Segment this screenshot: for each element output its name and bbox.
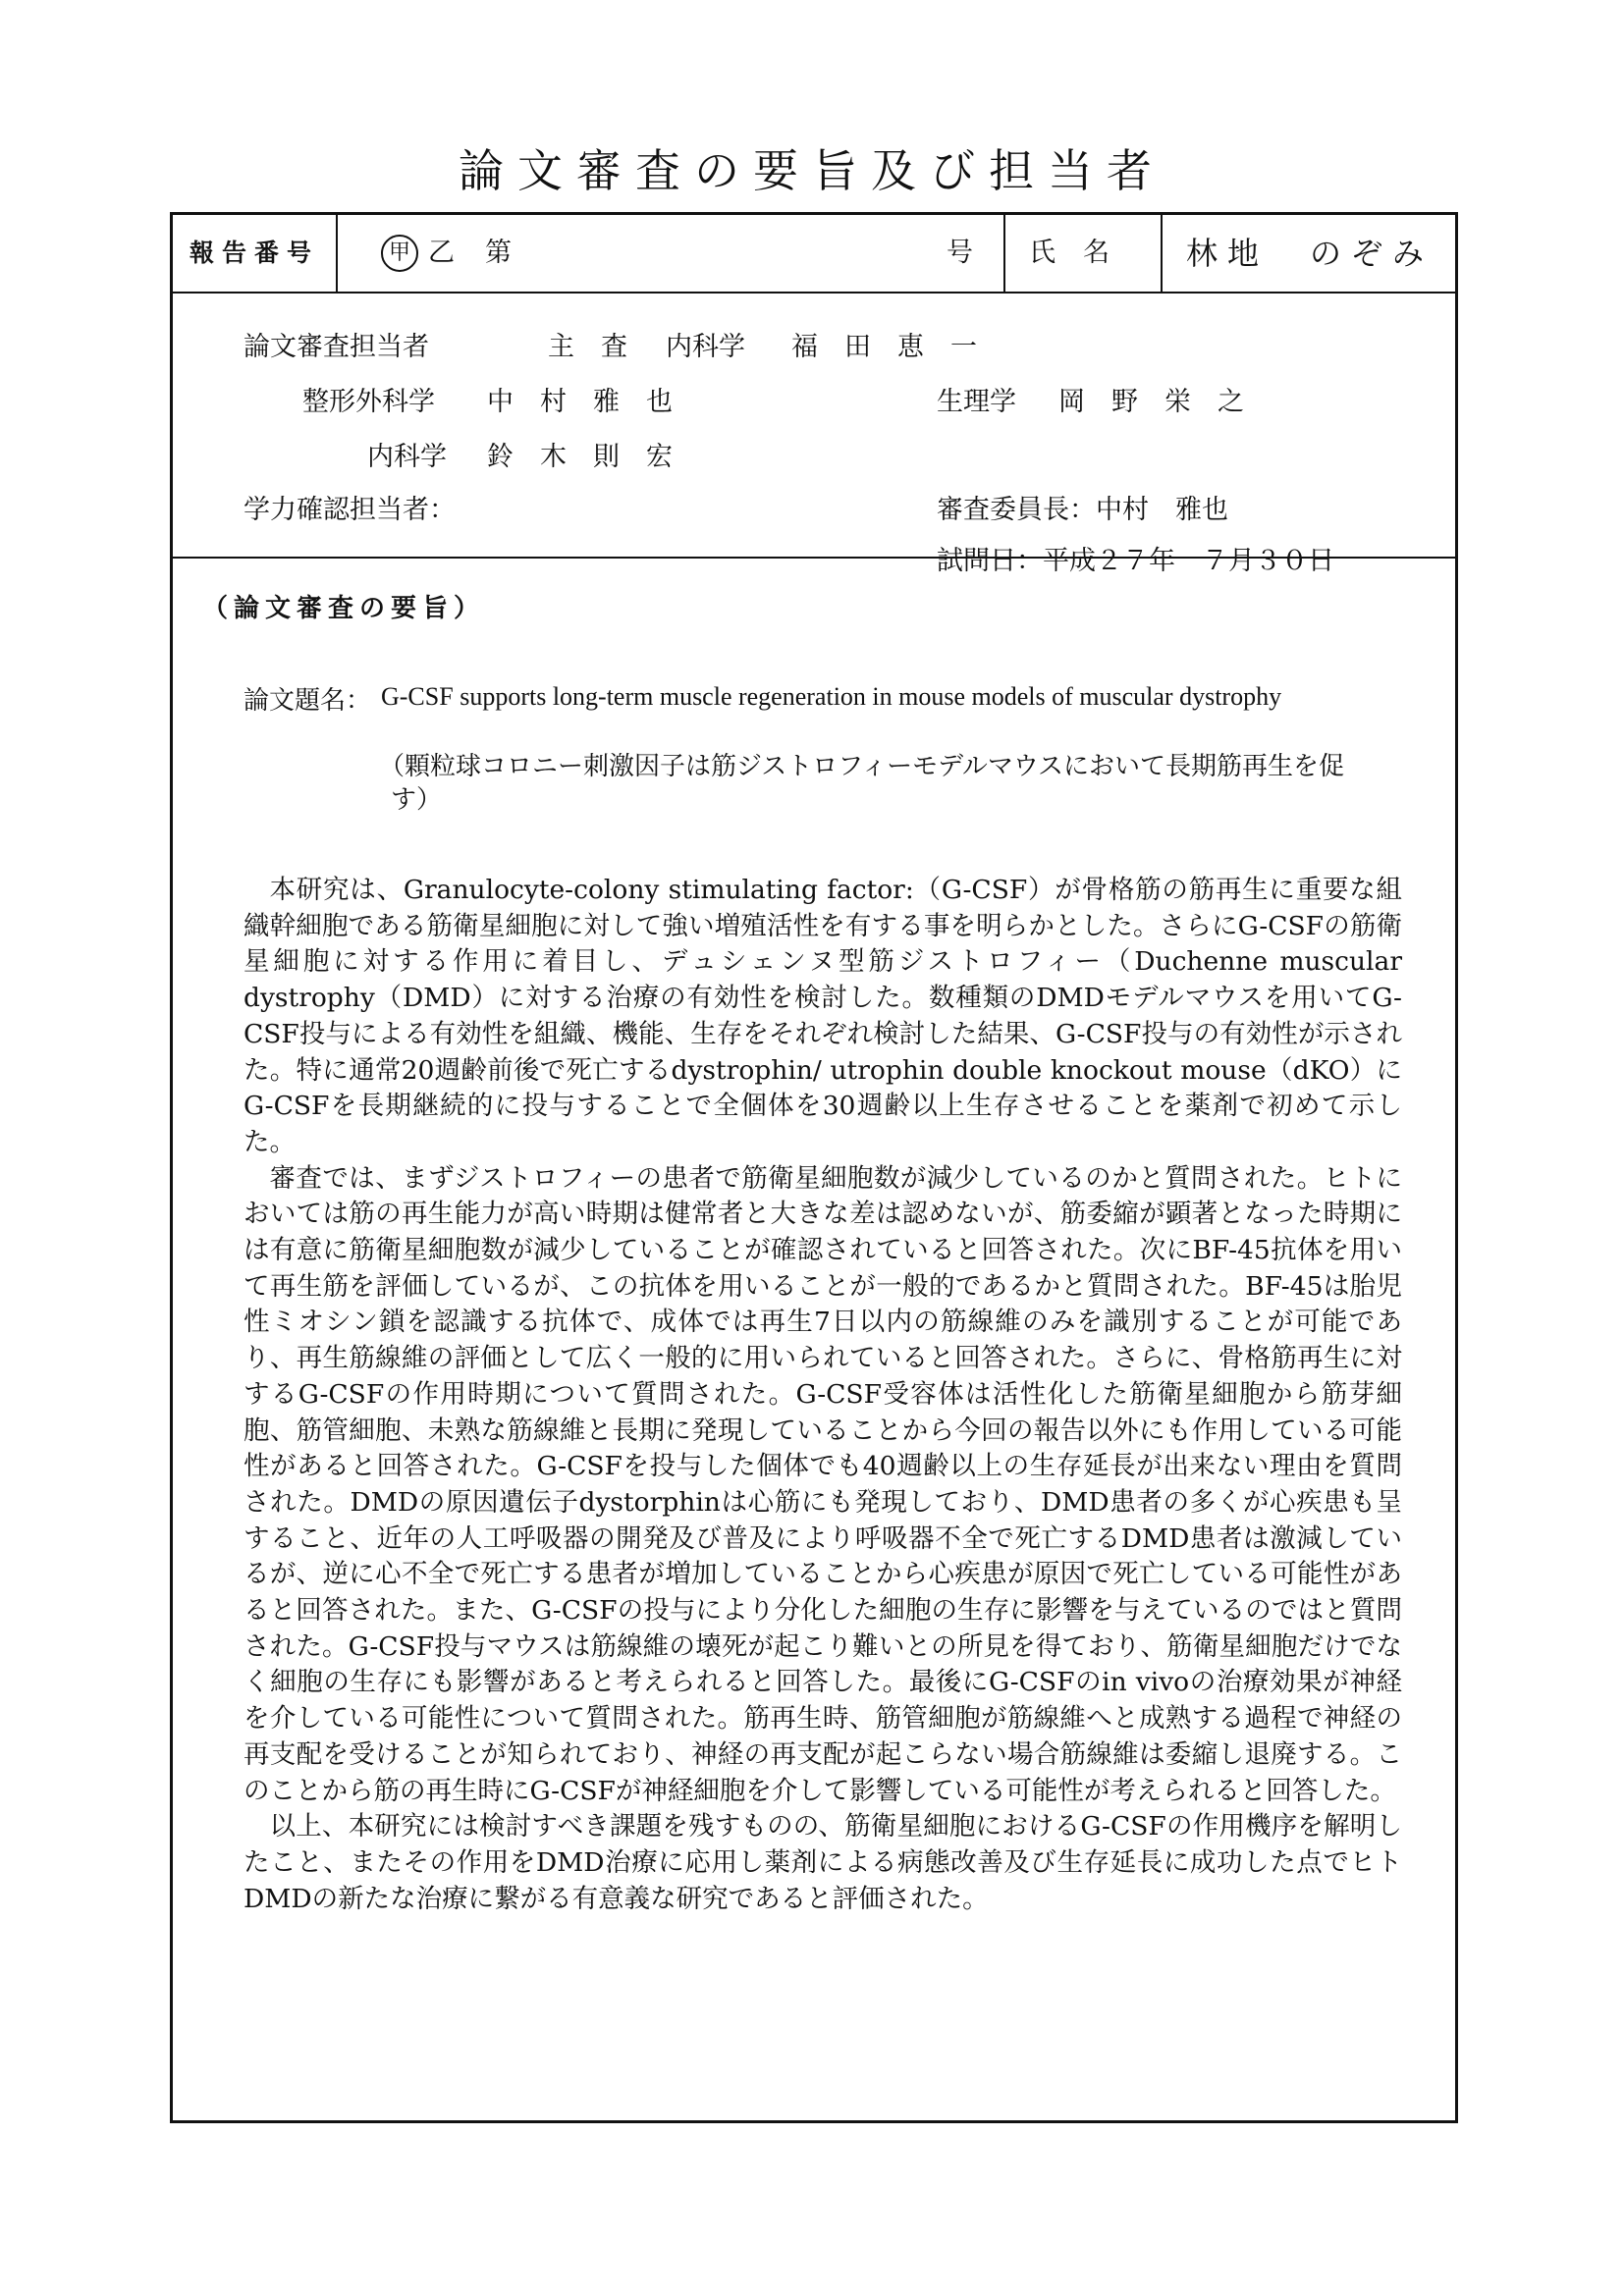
exam-date: 試問日：平成２７年 ７月３０日 xyxy=(937,546,1334,576)
member1-dept: 整形外科学 xyxy=(302,387,435,417)
summary-paragraph: 本研究は、Granulocyte-colony stimulating factor:（G-CSF）が骨格筋の筋再生に重要な組織幹細胞である筋衛星細胞に対して強い増殖活性を有する事を明らかとした。さらにG-CSFの筋衛星細胞に対する作用に着目し、デュシェンヌ型筋ジストロフィー（Duchenne muscular dystrophy（DMD）に対する治療の有効性を検討した。数種類のDMDモデルマウスを用いてG-CSF投与による有効性を組織、機能、生存をそれぞれ検討した結果、G-CSF投与の有効性が示された。特に通常20週齢前後で死亡するdystrophin/ utrophin double knockout mouse（dKO）にG-CSFを長期継続的に投与することで全個体を30週齢以上生存させることを薬剤で初めて示した。 xyxy=(244,875,1402,1157)
paper-title-japanese: （顆粒球コロニー刺激因子は筋ジストロフィーモデルマウスにおいて長期筋再生を促す） xyxy=(379,752,1345,815)
member3-dept: 内科学 xyxy=(367,442,447,472)
member3-name: 鈴 木 則 宏 xyxy=(487,442,673,472)
member2-name: 岡 野 栄 之 xyxy=(1058,387,1244,417)
circled-kou: 甲 xyxy=(381,235,418,272)
ability-check-label: 学力確認担当者： xyxy=(244,495,456,525)
page-title: 論文審査の要旨及び担当者 xyxy=(459,144,1165,197)
chief-dept: 内科学 xyxy=(666,332,745,362)
report-number-label: 報告番号 xyxy=(173,215,338,292)
summary-paragraph: 以上、本研究には検討すべき課題を残すものの、筋衛星細胞におけるG-CSFの作用機序を解明したこと、またその作用をDMD治療に応用し薬剤による病態改善及び生存延長に成功した点でヒトDMDの新たな治療に繋がる有意義な研究であると評価された。 xyxy=(244,1811,1402,1914)
paper-title-english: G-CSF supports long-term muscle regeneration in mouse models of muscular dystrophy xyxy=(381,682,1282,711)
otsu-label: 乙 xyxy=(428,238,455,268)
chief-role: 主 査 xyxy=(548,332,627,362)
member2-dept: 生理学 xyxy=(937,387,1016,417)
summary-body xyxy=(244,873,1402,1917)
report-number-cell xyxy=(338,215,1005,292)
candidate-name: 林地 のぞみ xyxy=(1185,235,1434,272)
name-label: 氏名 xyxy=(1005,215,1163,292)
go-label: 号 xyxy=(947,238,973,268)
paper-title-label: 論文題名： xyxy=(244,686,372,716)
committee-chair: 審査委員長：中村 雅也 xyxy=(937,495,1228,525)
review-form xyxy=(170,212,1458,2123)
examiners-section xyxy=(173,292,1455,576)
examiners-label: 論文審査担当者 xyxy=(244,332,429,362)
chief-name: 福 田 恵 一 xyxy=(791,332,977,362)
member1-name: 中 村 雅 也 xyxy=(487,387,673,417)
report-number-row xyxy=(173,215,1455,294)
summary-heading: （論文審査の要旨） xyxy=(202,594,486,623)
dai-label: 第 xyxy=(485,238,512,268)
summary-paragraph: 審査では、まずジストロフィーの患者で筋衛星細胞数が減少しているのかと質問された。ヒトにおいては筋の再生能力が高い時期は健常者と大きな差は認めないが、筋委縮が顕著となった時期には有意に筋衛星細胞数が減少していることが確認されていると回答された。次にBF-45抗体を用いて再生筋を評価しているが、この抗体を用いることが一般的であるかと質問された。BF-45は胎児性ミオシン鎖を認識する抗体で、成体では再生7日以内の筋線維のみを識別することが可能であり、再生筋線維の評価として広く一般的に用いられていると回答された。さらに、骨格筋再生に対するG-CSFの作用時期について質問された。G-CSF受容体は活性化した筋衛星細胞から筋芽細胞、筋管細胞、未熟な筋線維と長期に発現していることから今回の報告以外にも作用している可能性があると回答された。G-CSFを投与した個体でも40週齢以上の生存延長が出来ない理由を質問された。DMDの原因遺伝子dystorphinは心筋にも発現しており、DMD患者の多くが心疾患も呈すること、近年の人工呼吸器の開発及び普及により呼吸器不全で死亡するDMD患者は激減しているが、逆に心不全で死亡する患者が増加していることから心疾患が原因で死亡している可能性があると回答された。また、G-CSFの投与により分化した細胞の生存に影響を与えているのではと質問された。G-CSF投与マウスは筋線維の壊死が起こり難いとの所見を得ており、筋衛星細胞だけでなく細胞の生存にも影響があると考えられると回答した。最後にG-CSFのin vivoの治療効果が神経を介している可能性について質問された。筋再生時、筋管細胞が筋線維へと成熟する過程で神経の再支配を受けることが知られており、神経の再支配が起こらない場合筋線維は委縮し退廃する。このことから筋の再生時にG-CSFが神経細胞を介して影響している可能性が考えられると回答した。 xyxy=(244,1162,1402,1806)
